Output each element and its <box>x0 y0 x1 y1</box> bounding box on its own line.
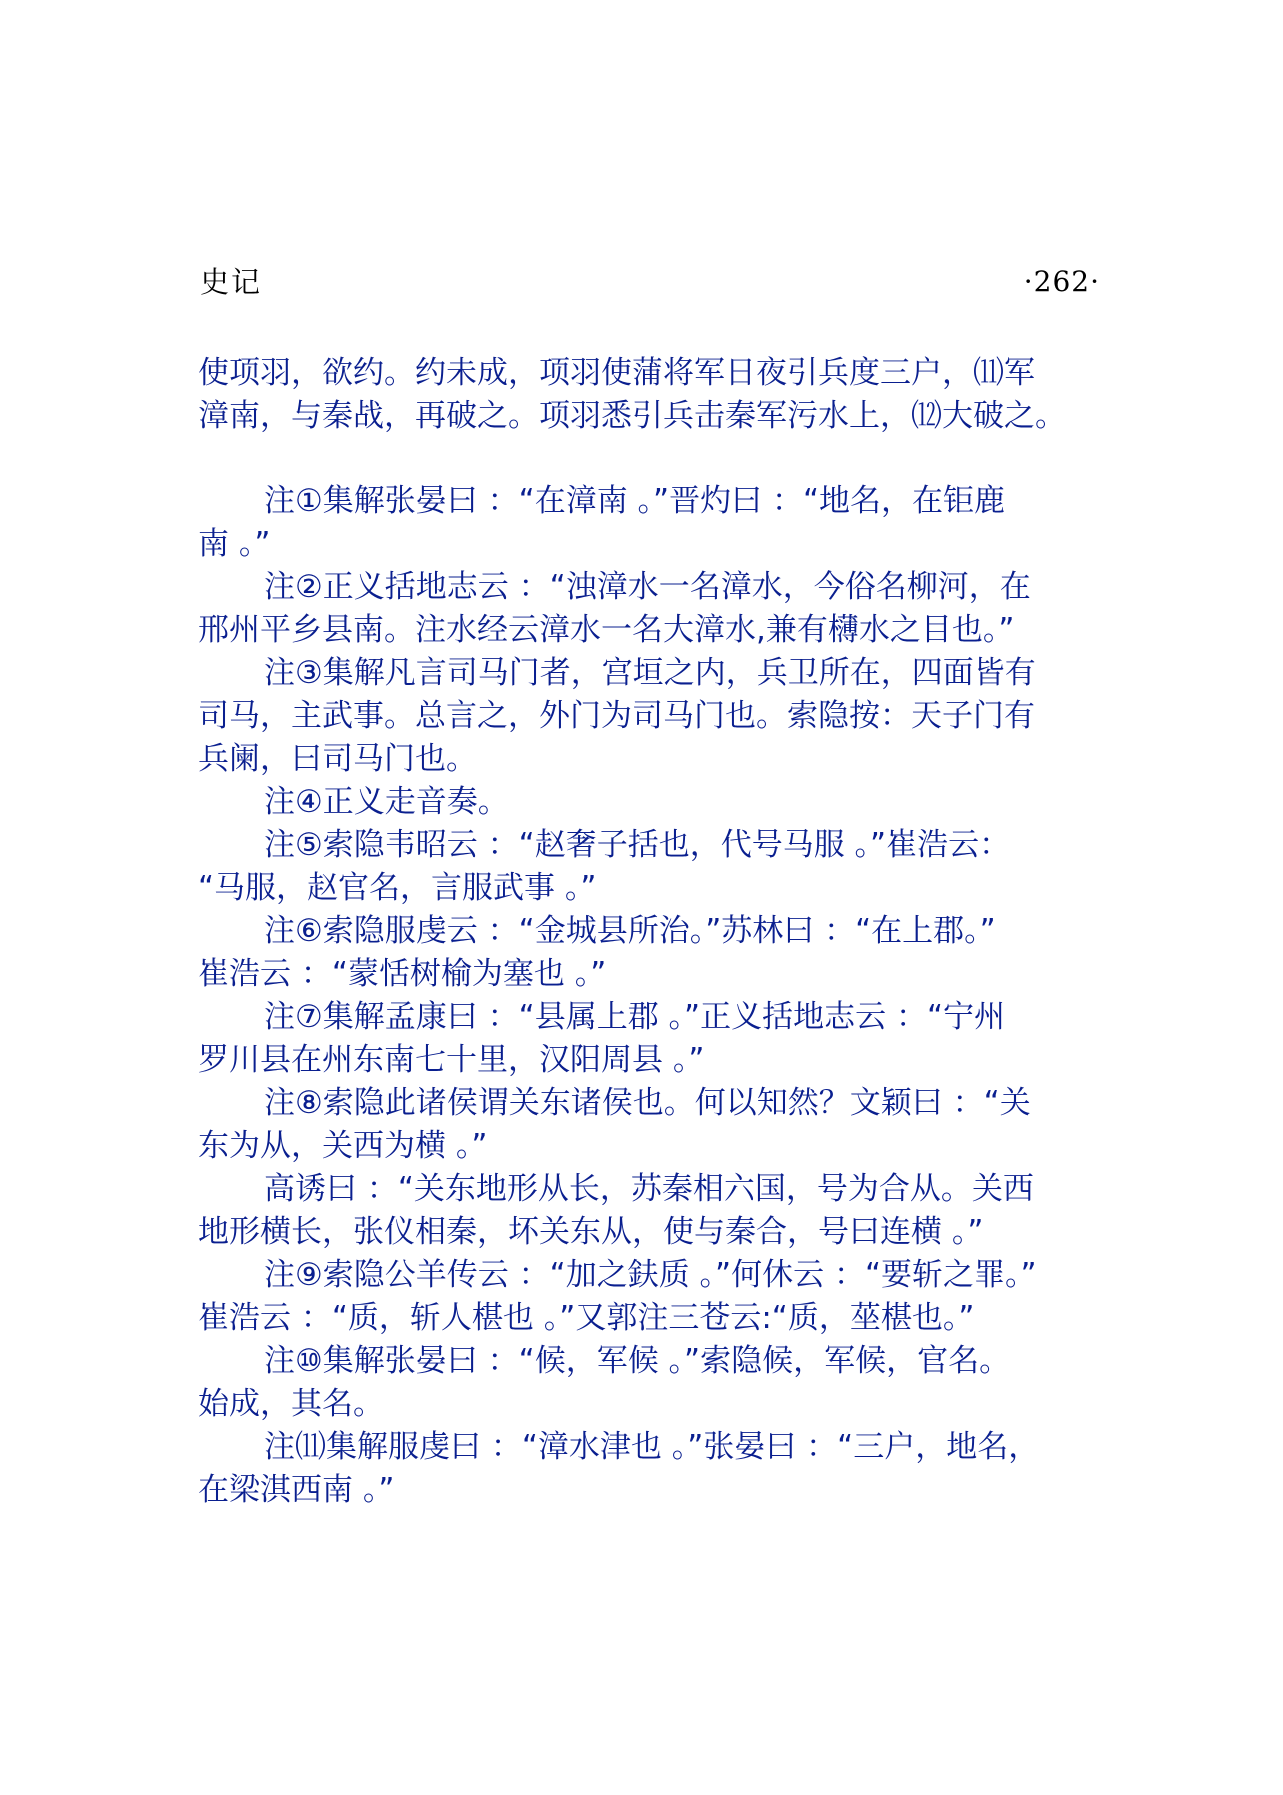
note-line: 高诱曰 ：“关东地形从长，苏秦相六国，号为合从。关西 <box>264 1171 1034 1207</box>
note-line: 司马，主武事。总言之，外门为司马门也。索隐按：天子门有 <box>198 698 1035 734</box>
note-line: 注⑤索隐韦昭云 ：“赵奢子括也，代号马服 。”崔浩云： <box>264 827 1011 863</box>
page-number: ·262· <box>1023 265 1100 298</box>
note-line: 注⑧索隐此诸侯谓关东诸侯也。何以知然？文颖曰 ：“关 <box>264 1085 1031 1121</box>
note-line: 注③集解凡言司马门者，宫垣之内，兵卫所在，四面皆有 <box>264 655 1036 691</box>
note-line: “马服，赵官名，言服武事 。” <box>198 870 597 906</box>
main-text-line: 漳南，与秦战，再破之。项羽悉引兵击秦军污水上，⑿大破之。 <box>198 398 1066 434</box>
note-line: 注⑩集解张晏曰 ：“候，军候 。”索隐候，军候，官名。 <box>264 1343 1011 1379</box>
note-line: 兵阑，曰司马门也。 <box>198 741 477 777</box>
note-line: 东为从，关西为横 。” <box>198 1128 488 1164</box>
note-line: 邢州平乡县南。注水经云漳水一名大漳水,兼有欂水之目也。” <box>198 612 1015 648</box>
note-line: 注⑾集解服虔曰 ：“漳水津也 。”张晏曰 ：“三户，地名， <box>264 1429 1040 1465</box>
note-line: 注⑥索隐服虔云 ：“金城县所治。”苏林曰 ：“在上郡。” <box>264 913 996 949</box>
note-line: 注④正义走音奏。 <box>264 784 509 820</box>
note-line: 地形横长，张仪相秦，坏关东从，使与秦合，号曰连横 。” <box>198 1214 984 1250</box>
note-line: 在梁淇西南 。” <box>198 1472 395 1508</box>
note-line: 崔浩云 ：“蒙恬树榆为塞也 。” <box>198 956 607 992</box>
book-title: 史记 <box>200 265 263 299</box>
main-text <box>198 352 1118 438</box>
note-line: 始成，其名。 <box>198 1386 384 1422</box>
note-line: 注②正义括地志云 ：“浊漳水一名漳水，今俗名柳河，在 <box>264 569 1031 605</box>
note-line: 注①集解张晏曰 ：“在漳南 。”晋灼曰 ：“地名，在钜鹿 <box>264 483 1006 519</box>
note-line: 注⑦集解孟康曰 ：“县属上郡 。”正义括地志云 ：“宁州 <box>264 999 1006 1035</box>
main-text-line: 使项羽，欲约。约未成，项羽使蒲将军日夜引兵度三户，⑾军 <box>198 355 1035 391</box>
note-line: 南 。” <box>198 526 271 562</box>
page-header <box>200 262 1100 302</box>
note-line: 崔浩云 ：“质，斩人椹也 。”又郭注三苍云:“质，莝椹也。” <box>198 1300 975 1336</box>
annotation-notes <box>198 480 1118 1512</box>
note-line: 注⑨索隐公羊传云 ：“加之鈇质 。”何休云 ：“要斩之罪。” <box>264 1257 1037 1293</box>
note-line: 罗川县在州东南七十里，汉阳周县 。” <box>198 1042 705 1078</box>
